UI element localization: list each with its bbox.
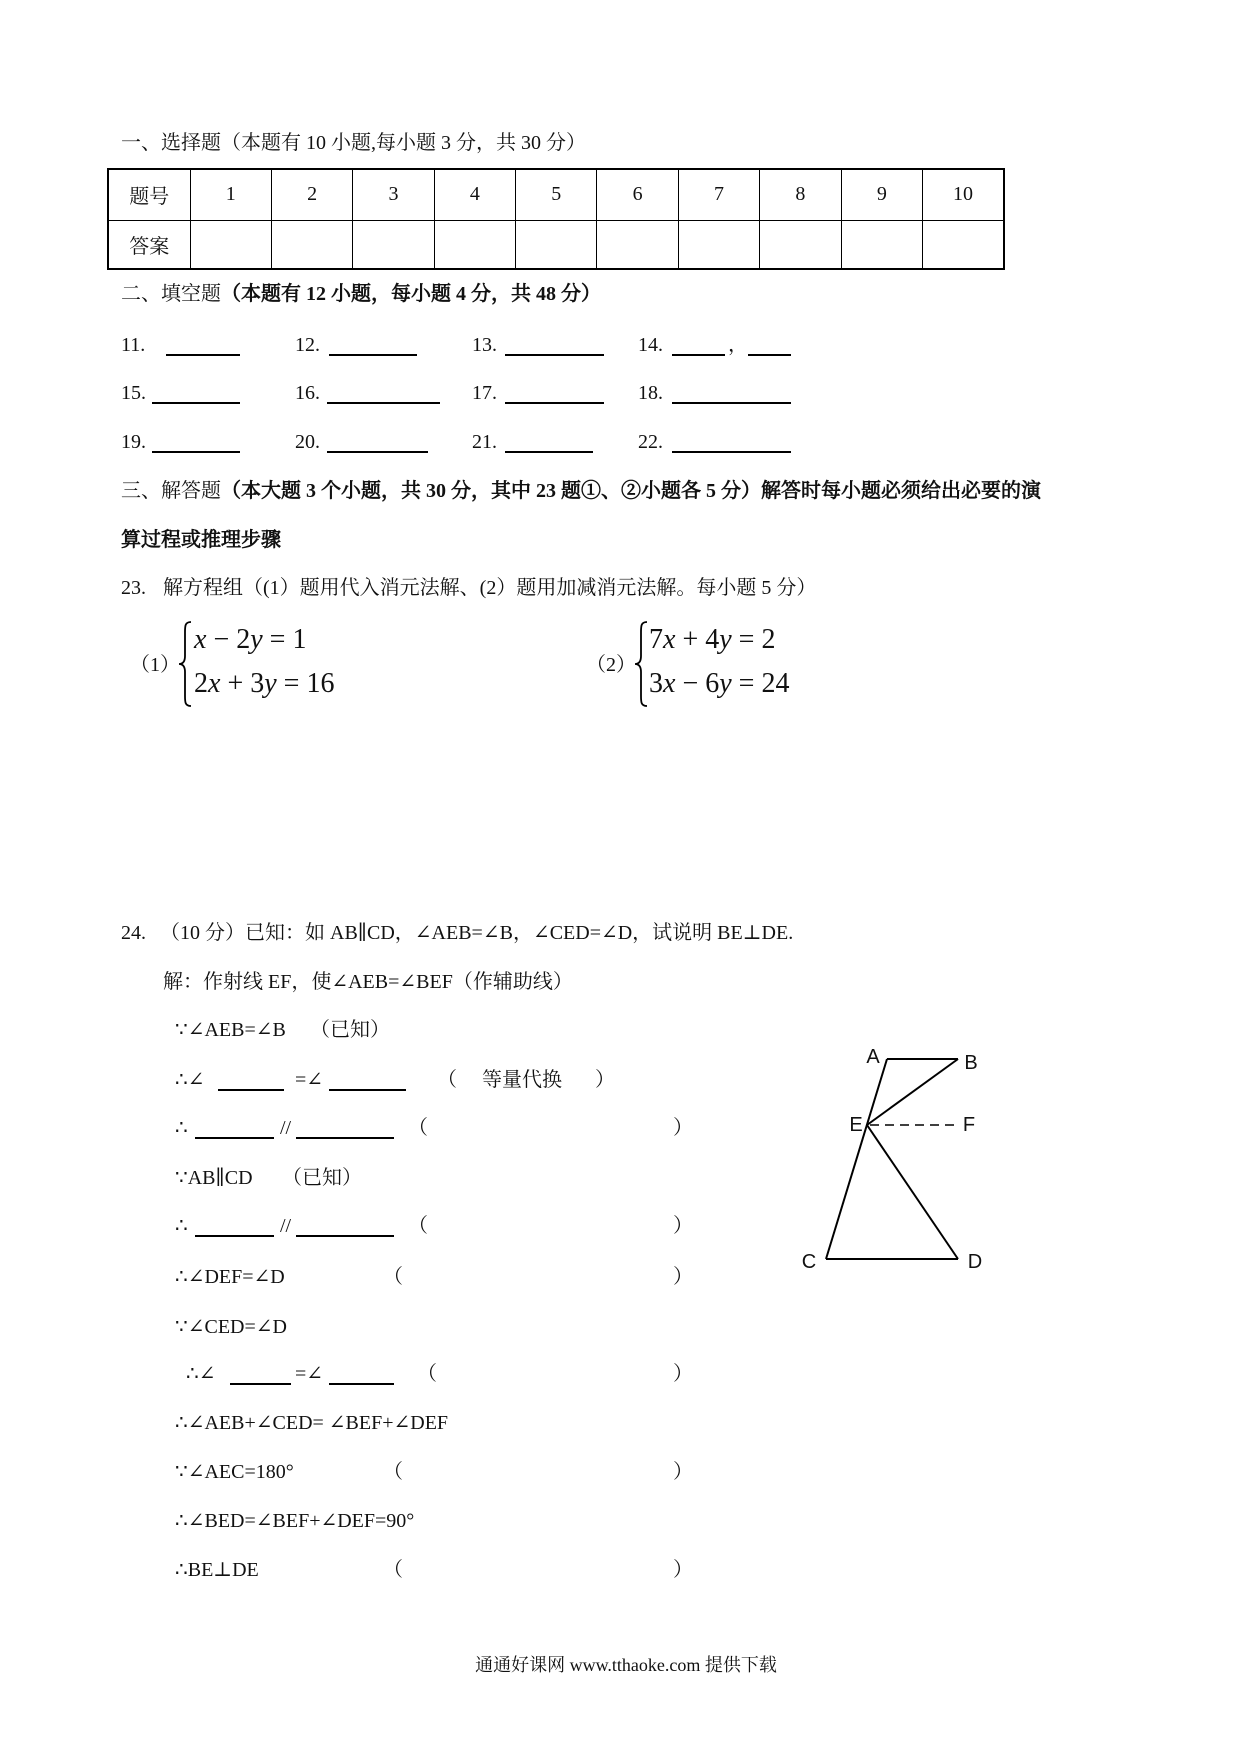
q24-stem: （10 分）已知：如 AB∥CD，∠AEB=∠B，∠CED=∠D，试说明 BE⊥DE. (160, 922, 794, 944)
q23-instruction: 解方程组（(1）题用代入消元法解、(2）题用加减消元法解。每小题 5 分） (163, 577, 817, 599)
system2-equation1: 7x + 4y = 2 (649, 624, 776, 655)
answer-cell (597, 220, 678, 269)
reason-close-paren: ） (673, 1266, 693, 1288)
system1-brace (176, 620, 194, 708)
answer-cell (434, 220, 515, 269)
answer-blank (195, 1137, 274, 1139)
answer-blank (329, 1089, 406, 1091)
answer-blank (672, 402, 791, 404)
fill-in-label: 20. (295, 431, 320, 453)
reason-open-paren: （ (408, 1117, 428, 1139)
point-label-d: D (967, 1251, 983, 1273)
answer-cell (841, 220, 922, 269)
question-number: 1 (190, 169, 271, 220)
fill-in-label: 21. (472, 431, 497, 453)
proof-step (0, 1558, 1240, 1582)
proof-step (0, 1411, 1240, 1435)
step-relation: // (280, 1117, 292, 1139)
answer-cell (923, 220, 1004, 269)
answer-cell (760, 220, 841, 269)
fill-in-label: 11. (121, 334, 146, 356)
table-row-answers (108, 220, 1004, 269)
point-label-a: A (866, 1046, 880, 1068)
row-label-answer: 答案 (108, 220, 190, 269)
answer-blank (230, 1383, 291, 1385)
proof-step (0, 1460, 1240, 1484)
reason-close-paren: ） (673, 1363, 693, 1385)
answer-blank (329, 354, 417, 356)
proof-step (0, 1116, 1240, 1140)
step-statement: ∴BE⊥DE (175, 1559, 259, 1581)
step-statement: ∵AB∥CD (175, 1167, 253, 1189)
reason-close-paren: ） (673, 1559, 693, 1581)
reason-open-paren: （ (383, 1266, 403, 1288)
answer-cell (678, 220, 759, 269)
section3-heading-continued: 算过程或推理步骤 (121, 529, 281, 551)
question-number: 10 (923, 169, 1004, 220)
answer-blank (672, 451, 791, 453)
reason-close-paren: ） (673, 1117, 693, 1139)
step-statement: ∴∠DEF=∠D (175, 1266, 285, 1288)
proof-step (0, 1265, 1240, 1289)
system2-brace (632, 620, 650, 708)
reason-open-paren: （ (437, 1069, 457, 1091)
point-label-f: F (962, 1114, 976, 1136)
section1-heading: 一、选择题（本题有 10 小题,每小题 3 分，共 30 分） (121, 132, 586, 154)
question-number: 5 (516, 169, 597, 220)
section3-heading (121, 479, 1041, 503)
fill-in-label: 19. (121, 431, 146, 453)
table-row-question-numbers (108, 169, 1004, 220)
blank-separator: ， (728, 334, 748, 356)
fill-in-label: 15. (121, 382, 146, 404)
step-reason: （已知） (282, 1167, 362, 1189)
fill-in-label: 17. (472, 382, 497, 404)
reason-open-paren: （ (417, 1363, 437, 1385)
step-lead: ∴∠ (175, 1069, 205, 1091)
answer-blank (329, 1383, 394, 1385)
system1-equation1: x − 2y = 1 (194, 624, 307, 655)
step-relation: =∠ (295, 1363, 324, 1385)
fill-in-label: 14. (638, 334, 663, 356)
proof-step (0, 1362, 1240, 1386)
proof-step (0, 1214, 1240, 1238)
point-label-b: B (964, 1052, 978, 1074)
proof-step (0, 1018, 1240, 1042)
point-label-e: E (849, 1114, 863, 1136)
fill-in-label: 16. (295, 382, 320, 404)
answer-blank (195, 1235, 274, 1237)
reason-open-paren: （ (408, 1215, 428, 1237)
step-lead: ∴ (175, 1215, 188, 1237)
system2-label: （2） (586, 654, 636, 676)
step-relation: // (280, 1215, 292, 1237)
step-reason: （已知） (310, 1019, 390, 1041)
step-statement: ∵∠CED=∠D (175, 1316, 287, 1338)
answer-cell (271, 220, 352, 269)
step-statement: ∴∠BED=∠BEF+∠DEF=90° (175, 1510, 415, 1532)
proof-step (0, 1068, 1240, 1092)
step-lead: ∴ (175, 1117, 188, 1139)
q23-number: 23. (121, 577, 146, 599)
answer-blank (218, 1089, 284, 1091)
answer-blank (505, 451, 593, 453)
question-number: 7 (678, 169, 759, 220)
q24-number: 24. (121, 922, 146, 944)
step-relation: =∠ (295, 1069, 324, 1091)
question-number: 6 (597, 169, 678, 220)
section2-heading (121, 282, 601, 306)
answer-blank (296, 1137, 394, 1139)
answer-blank (327, 451, 428, 453)
answer-table (107, 168, 1005, 270)
answer-blank (327, 402, 440, 404)
reason-open-paren: （ (383, 1559, 403, 1581)
fill-in-label: 22. (638, 431, 663, 453)
reason-close-paren: ） (673, 1215, 693, 1237)
page-footer: 通通好课网 www.tthaoke.com 提供下载 (475, 1655, 777, 1675)
segment-ac (826, 1059, 887, 1259)
answer-cell (190, 220, 271, 269)
reason-close-paren: ） (673, 1461, 693, 1483)
question-number: 4 (434, 169, 515, 220)
step-lead: ∴∠ (186, 1363, 216, 1385)
answer-blank (505, 354, 604, 356)
question-number: 9 (841, 169, 922, 220)
proof-step (0, 1509, 1240, 1533)
step-statement: ∴∠AEB+∠CED= ∠BEF+∠DEF (175, 1412, 449, 1434)
answer-blank (672, 354, 725, 356)
segment-ed (867, 1125, 958, 1259)
segment-be (867, 1059, 958, 1125)
section2-heading-detail: （本题有 12 小题，每小题 4 分，共 48 分） (221, 283, 601, 305)
section3-heading-prefix: 三、解答题 (121, 480, 221, 502)
section2-heading-prefix: 二、填空题 (121, 283, 221, 305)
proof-step (0, 1315, 1240, 1339)
answer-blank (296, 1235, 394, 1237)
question-number: 8 (760, 169, 841, 220)
section3-heading-detail: （本大题 3 个小题，共 30 分，其中 23 题①、②小题各 5 分）解答时每小题必须给出必要的演 (221, 480, 1041, 502)
answer-cell (516, 220, 597, 269)
step-statement: ∵∠AEC=180° (175, 1461, 294, 1483)
q24-solution-intro: 解：作射线 EF，使∠AEB=∠BEF（作辅助线） (163, 971, 573, 993)
fill-in-label: 13. (472, 334, 497, 356)
geometry-figure (790, 1040, 1000, 1280)
system1-equation2: 2x + 3y = 16 (194, 668, 335, 699)
reason-close-paren: ） (595, 1069, 615, 1091)
question-number: 3 (353, 169, 434, 220)
reason-open-paren: （ (383, 1461, 403, 1483)
step-statement: ∵∠AEB=∠B (175, 1019, 286, 1041)
answer-blank (166, 354, 240, 356)
row-label-question-number: 题号 (108, 169, 190, 220)
step-reason: 等量代换 (482, 1069, 562, 1091)
point-label-c: C (801, 1251, 817, 1273)
answer-cell (353, 220, 434, 269)
question-number: 2 (271, 169, 352, 220)
fill-in-label: 12. (295, 334, 320, 356)
fill-in-label: 18. (638, 382, 663, 404)
system2-equation2: 3x − 6y = 24 (649, 668, 790, 699)
proof-step (0, 1166, 1240, 1190)
system1-label: （1） (130, 654, 180, 676)
answer-blank (505, 402, 604, 404)
answer-blank (748, 354, 791, 356)
answer-blank (152, 451, 240, 453)
answer-blank (152, 402, 240, 404)
